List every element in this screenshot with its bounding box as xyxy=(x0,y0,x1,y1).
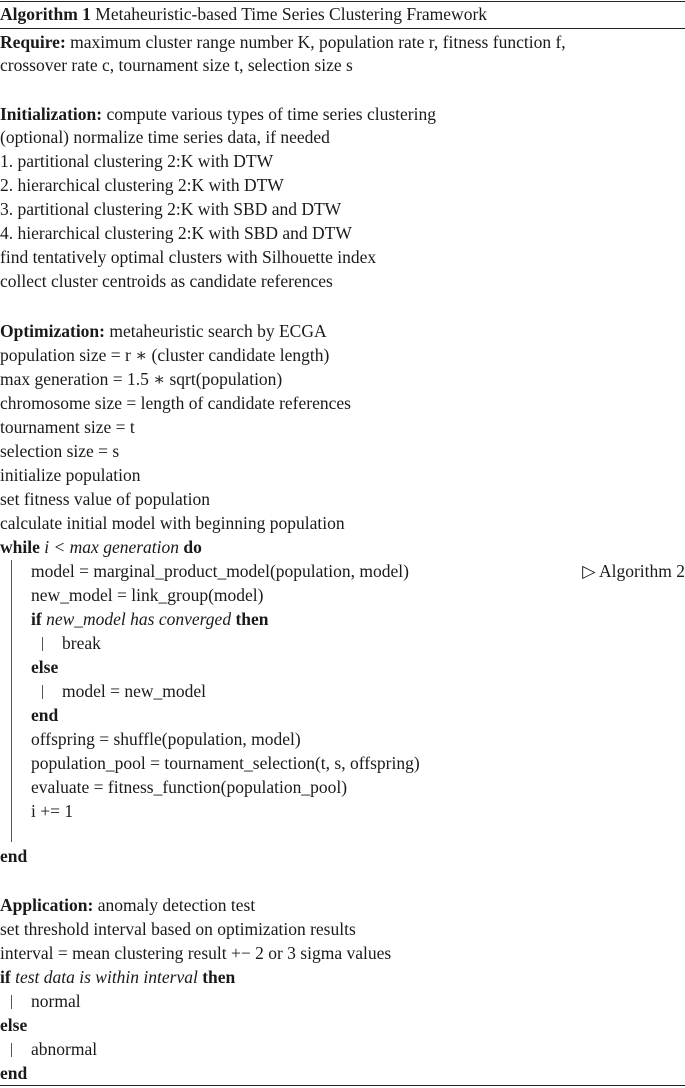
init-line: 4. hierarchical clustering 2:K with SBD and DTW xyxy=(0,223,352,243)
require-keyword: Require: xyxy=(0,32,66,52)
application-heading xyxy=(0,894,255,916)
while-condition: i < max generation xyxy=(44,537,180,557)
if-condition: new_model has converged xyxy=(46,609,232,629)
opt-line: initialize population xyxy=(0,465,141,485)
loop-line: offspring = shuffle(population, model) xyxy=(31,729,301,749)
algorithm-header xyxy=(0,3,487,25)
opt-line: tournament size = t xyxy=(0,417,135,437)
while-line xyxy=(0,536,202,558)
algorithm-title: Metaheuristic-based Time Series Clustering Framework xyxy=(95,4,488,24)
init-line: 1. partitional clustering 2:K with DTW xyxy=(0,151,274,171)
app-if-line xyxy=(0,966,235,988)
then-keyword: then xyxy=(202,967,236,987)
inner-if-line xyxy=(31,608,269,630)
loop-line: evaluate = fitness_function(population_pool) xyxy=(31,777,348,797)
loop-line: population_pool = tournament_selection(t, s, offspring) xyxy=(31,753,420,773)
optimization-keyword: Optimization: xyxy=(0,321,105,341)
opt-line: selection size = s xyxy=(0,441,120,461)
init-line: find tentatively optimal clusters with Silhouette index xyxy=(0,247,377,267)
init-line: 2. hierarchical clustering 2:K with DTW xyxy=(0,175,284,195)
initialization-heading xyxy=(0,103,436,125)
else-stmt: model = new_model xyxy=(62,681,207,701)
loop-line: model = marginal_product_model(population, model) xyxy=(31,561,409,581)
loop-bar xyxy=(11,560,12,842)
if-keyword: if xyxy=(0,967,11,987)
opt-line: max generation = 1.5 ∗ sqrt(population) xyxy=(0,369,283,389)
bottom-rule xyxy=(0,1085,685,1086)
opt-line: chromosome size = length of candidate references xyxy=(0,393,351,413)
else-bar xyxy=(11,1043,12,1057)
require-line-1 xyxy=(0,31,566,53)
break-line: break xyxy=(62,633,101,653)
top-rule xyxy=(0,1,685,2)
initialization-desc: compute various types of time series clustering xyxy=(106,104,436,124)
if-condition: test data is within interval xyxy=(15,967,198,987)
init-line: (optional) normalize time series data, if needed xyxy=(0,127,330,147)
loop-line: i += 1 xyxy=(31,801,74,821)
header-rule xyxy=(0,28,685,29)
then-keyword: then xyxy=(235,609,269,629)
opt-line: population size = r ∗ (cluster candidate length) xyxy=(0,345,330,365)
require-line-2: crossover rate c, tournament size t, selection size s xyxy=(0,55,353,75)
else-bar xyxy=(42,685,43,699)
end-keyword: end xyxy=(31,705,59,725)
optimization-desc: metaheuristic search by ECGA xyxy=(109,321,327,341)
opt-line: set fitness value of population xyxy=(0,489,210,509)
optimization-heading xyxy=(0,320,327,342)
init-line: 3. partitional clustering 2:K with SBD and DTW xyxy=(0,199,342,219)
normal-line: normal xyxy=(31,991,81,1011)
algorithm-2-comment: ▷ Algorithm 2 xyxy=(582,561,685,581)
do-keyword: do xyxy=(183,537,202,557)
if-keyword: if xyxy=(31,609,42,629)
opt-line: calculate initial model with beginning population xyxy=(0,513,345,533)
while-keyword: while xyxy=(0,537,40,557)
app-line: set threshold interval based on optimization results xyxy=(0,919,356,939)
else-keyword: else xyxy=(0,1015,28,1035)
initialization-keyword: Initialization: xyxy=(0,104,103,124)
init-line: collect cluster centroids as candidate references xyxy=(0,271,333,291)
app-line: interval = mean clustering result +− 2 or 3 sigma values xyxy=(0,943,392,963)
if-bar xyxy=(42,637,43,651)
else-keyword: else xyxy=(31,657,59,677)
end-keyword: end xyxy=(0,1063,28,1083)
end-while-keyword: end xyxy=(0,846,28,866)
abnormal-line: abnormal xyxy=(31,1039,98,1059)
application-keyword: Application: xyxy=(0,895,94,915)
require-text-1: maximum cluster range number K, population rate r, fitness function f, xyxy=(70,32,566,52)
application-desc: anomaly detection test xyxy=(97,895,256,915)
algorithm-label: Algorithm 1 xyxy=(0,4,91,24)
if-bar xyxy=(11,995,12,1009)
loop-line: new_model = link_group(model) xyxy=(31,585,264,605)
